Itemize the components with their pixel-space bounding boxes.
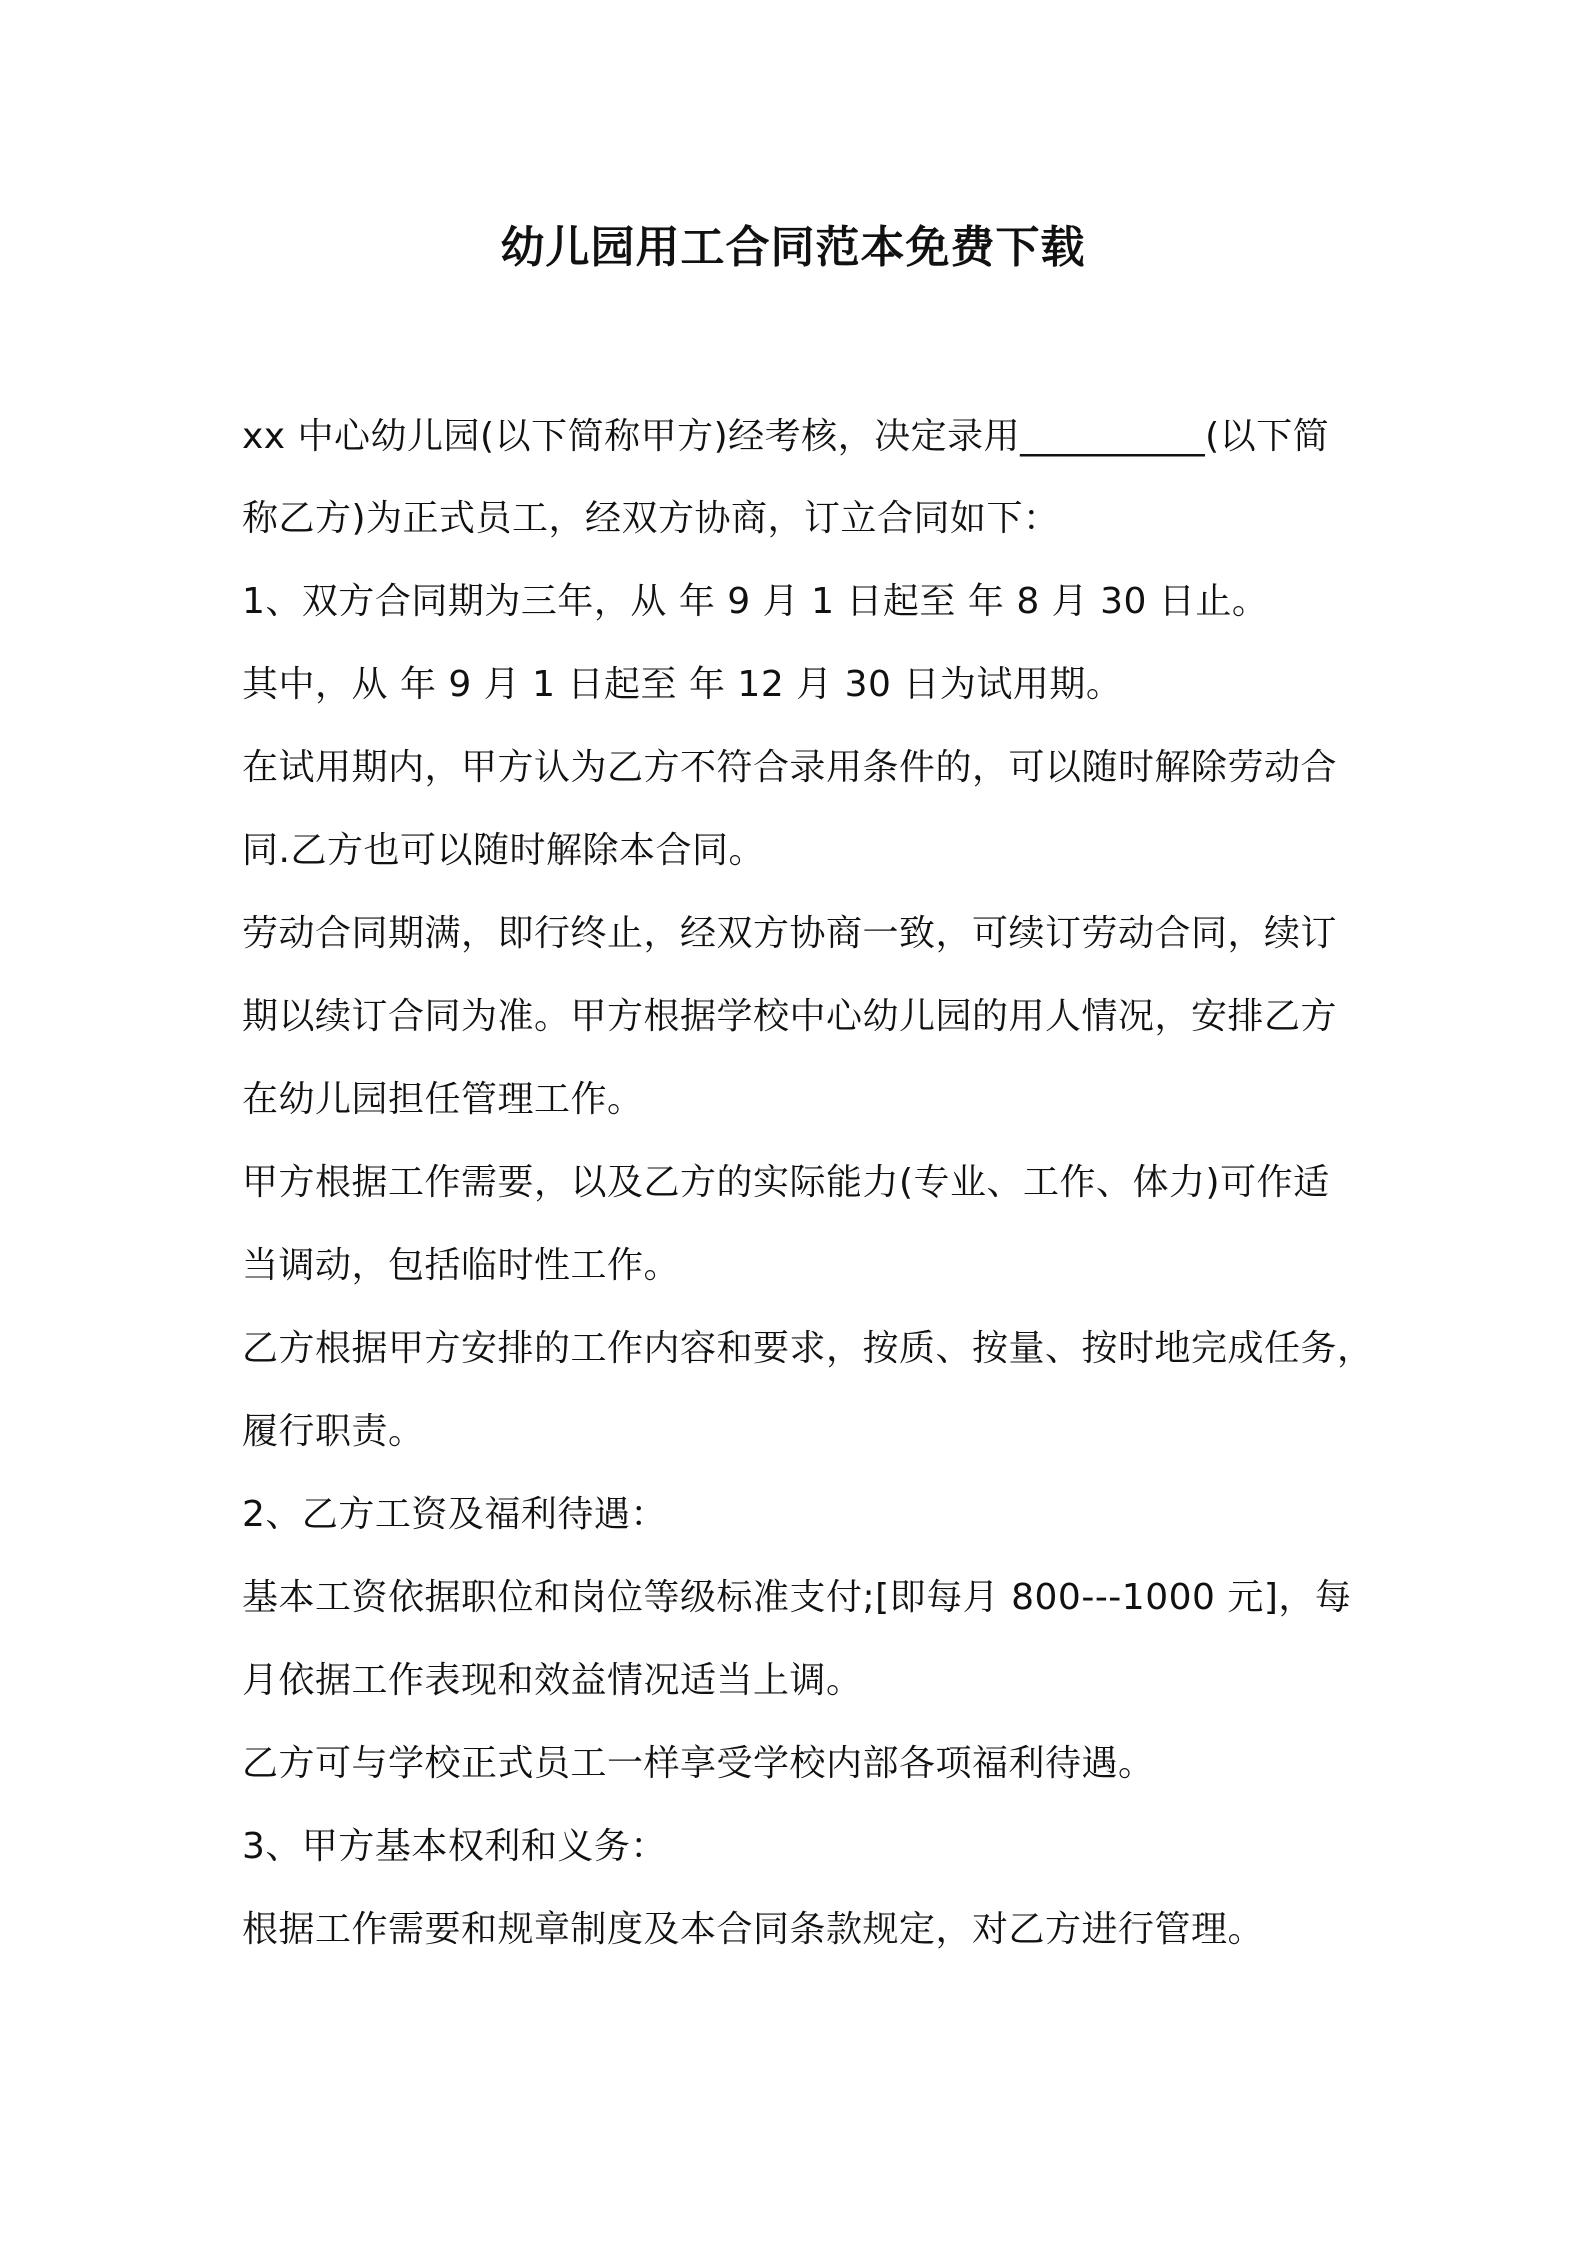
text-line: 乙方根据甲方安排的工作内容和要求，按质、按量、按时地完成任务，	[242, 1328, 1374, 1369]
text-line: xx 中心幼儿园(以下简称甲方)经考核，决定录用__________(以下简	[242, 416, 1330, 457]
text-line: 甲方根据工作需要，以及乙方的实际能力(专业、工作、体力)可作适	[242, 1162, 1330, 1203]
text-line: 在幼儿园担任管理工作。	[242, 1079, 644, 1120]
document-title: 幼儿园用工合同范本免费下载	[500, 222, 1086, 273]
text-line: 1、双方合同期为三年，从 年 9 月 1 日起至 年 8 月 30 日止。	[242, 581, 1269, 622]
text-line: 劳动合同期满，即行终止，经双方协商一致，可续订劳动合同，续订	[242, 913, 1338, 954]
text-line: 基本工资依据职位和岗位等级标准支付;[即每月 800---1000 元]，每	[242, 1577, 1352, 1618]
text-line: 履行职责。	[242, 1411, 425, 1452]
text-line: 2、乙方工资及福利待遇：	[242, 1494, 667, 1535]
text-line: 当调动，包括临时性工作。	[242, 1245, 681, 1286]
text-line: 3、甲方基本权利和义务：	[242, 1826, 667, 1867]
text-line: 乙方可与学校正式员工一样享受学校内部各项福利待遇。	[242, 1743, 1155, 1784]
text-line: 在试用期内，甲方认为乙方不符合录用条件的，可以随时解除劳动合	[242, 747, 1338, 788]
text-line: 其中，从 年 9 月 1 日起至 年 12 月 30 日为试用期。	[242, 664, 1123, 705]
text-line: 称乙方)为正式员工，经双方协商，订立合同如下：	[242, 498, 1060, 539]
text-line: 根据工作需要和规章制度及本合同条款规定，对乙方进行管理。	[242, 1909, 1265, 1950]
text-line: 期以续订合同为准。甲方根据学校中心幼儿园的用人情况，安排乙方	[242, 996, 1338, 1037]
text-line: 月依据工作表现和效益情况适当上调。	[242, 1660, 863, 1701]
text-line: 同.乙方也可以随时解除本合同。	[242, 830, 765, 871]
